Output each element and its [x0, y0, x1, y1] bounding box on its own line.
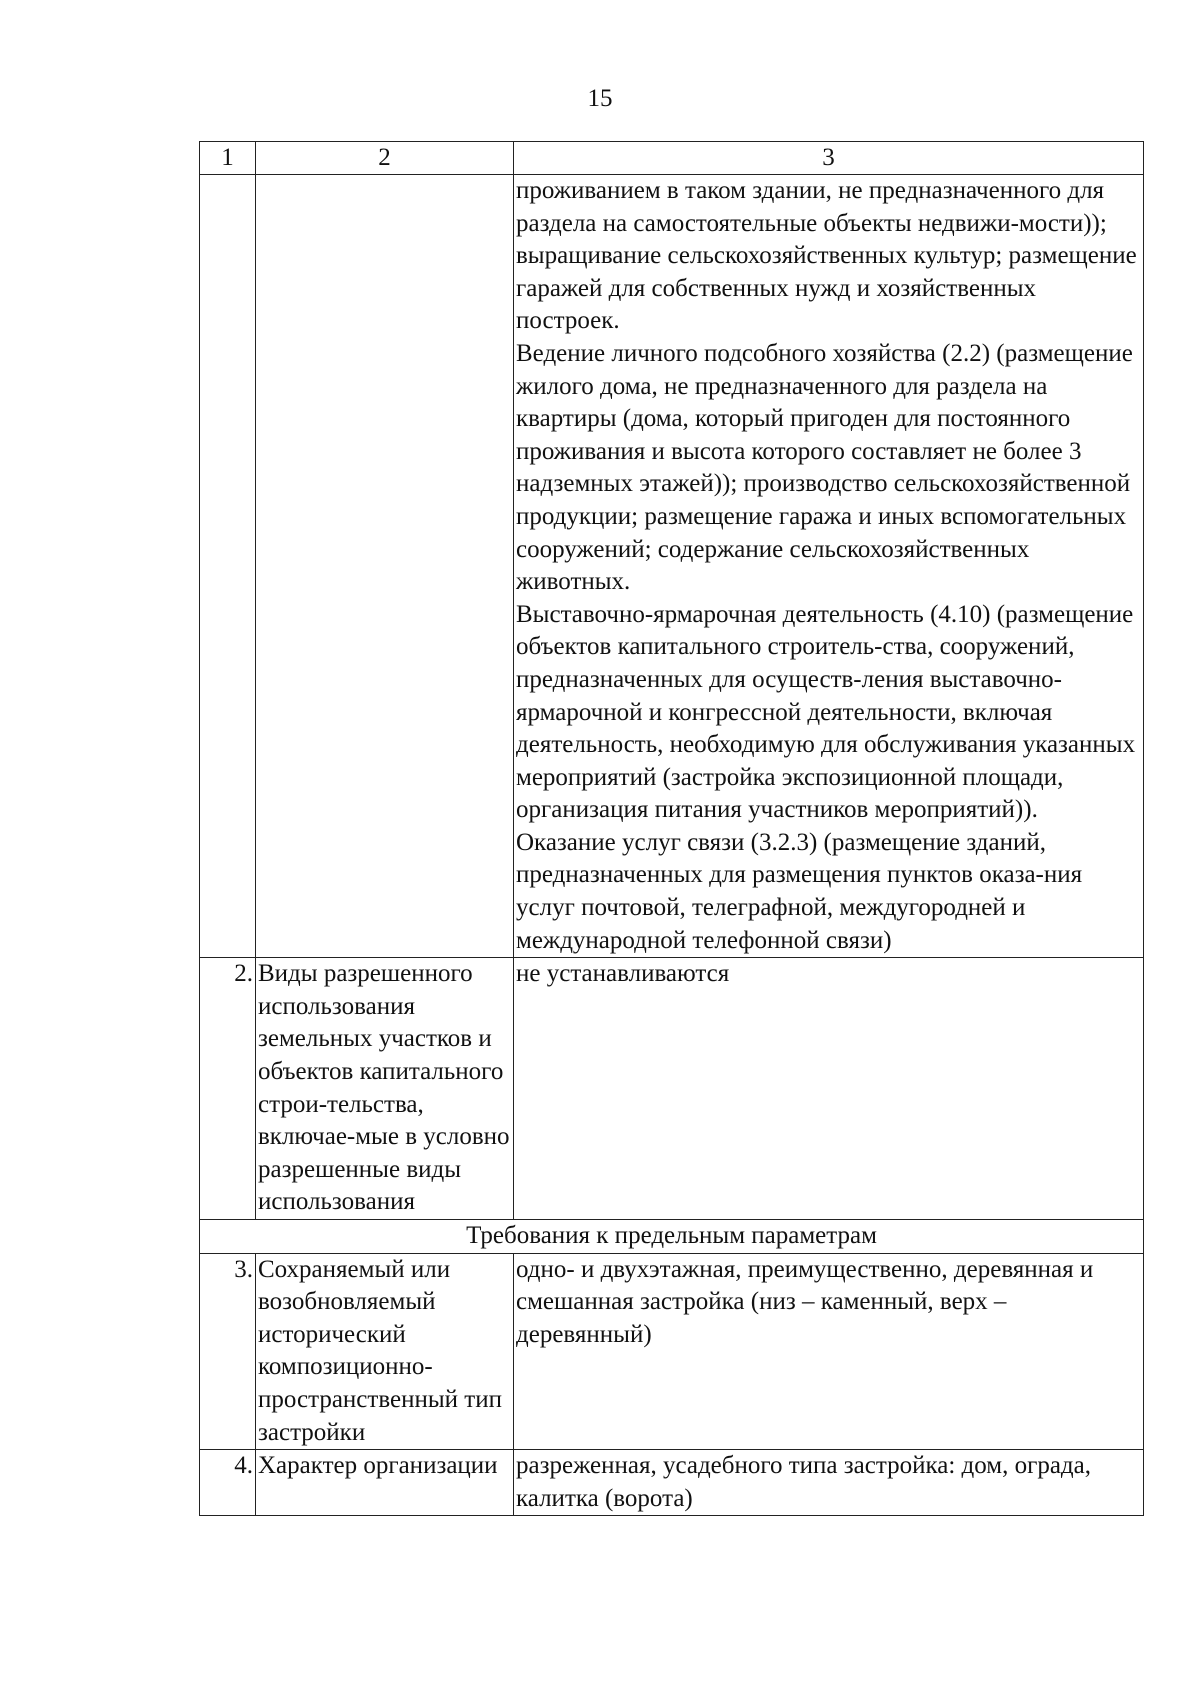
row-value: не устанавливаются [514, 958, 1144, 1220]
value-paragraph: проживанием в таком здании, не предназначенного для раздела на самостоятельные объекты недвижи-мости)); выращивание сельскохозяйственных культур; размещение гаражей для собственных нужд и хозяйственных построек. [516, 177, 1137, 335]
header-col-3: 3 [514, 142, 1144, 175]
row-name: Виды разрешенного использования земельных участков и объектов капитального строи-тельства, включае-мые в условно разрешенные виды использования [256, 958, 514, 1220]
section-title: Требования к предельным параметрам [200, 1220, 1144, 1254]
value-paragraph: Выставочно-ярмарочная деятельность (4.10) (размещение объектов капитального строитель-ства, сооружений, предназначенных для осуществ-ления выставочно-ярмарочной и конгрессной деятельности, включая деятельность, необходимую для обслуживания указанных мероприятий (застройка экспозиционной площади, организация питания участников мероприятий)). [516, 600, 1136, 824]
value-paragraph: Оказание услуг связи (3.2.3) (размещение зданий, предназначенных для размещения пунктов оказа-ния услуг почтовой, телеграфной, междугородней и международной телефонной связи) [516, 828, 1083, 954]
row-value: разреженная, усадебного типа застройка: дом, ограда, калитка (ворота) [514, 1450, 1144, 1516]
row-number: 4. [200, 1450, 256, 1516]
table-row-3 [200, 1253, 1144, 1450]
value-paragraph: Ведение личного подсобного хозяйства (2.2) (размещение жилого дома, не предназначенного для раздела на квартиры (дома, который пригоден для постоянного проживания и высота которого составляет не более 3 надземных этажей)); производство сельскохозяйственной продукции; размещение гаража и иных вспомогательных сооружений; содержание сельскохозяйственных животных. [516, 339, 1133, 596]
row-value: одно- и двухэтажная, преимущественно, деревянная и смешанная застройка (низ – каменный, верх – деревянный) [514, 1253, 1144, 1450]
header-col-2: 2 [256, 142, 514, 175]
row-name: Сохраняемый или возобновляемый исторический композиционно-пространственный тип застройки [256, 1253, 514, 1450]
row-number: 2. [200, 958, 256, 1220]
table-row-2 [200, 958, 1144, 1220]
row-number: 3. [200, 1253, 256, 1450]
zoning-table [199, 141, 1144, 1516]
header-col-1: 1 [200, 142, 256, 175]
row-number [200, 175, 256, 958]
table-row-4 [200, 1450, 1144, 1516]
row-name: Характер организации [256, 1450, 514, 1516]
page-number: 15 [587, 85, 613, 112]
row-value [514, 175, 1144, 958]
table-section-row [200, 1220, 1144, 1254]
table-row-continuation [200, 175, 1144, 958]
table-header-row [200, 142, 1144, 175]
row-name [256, 175, 514, 958]
